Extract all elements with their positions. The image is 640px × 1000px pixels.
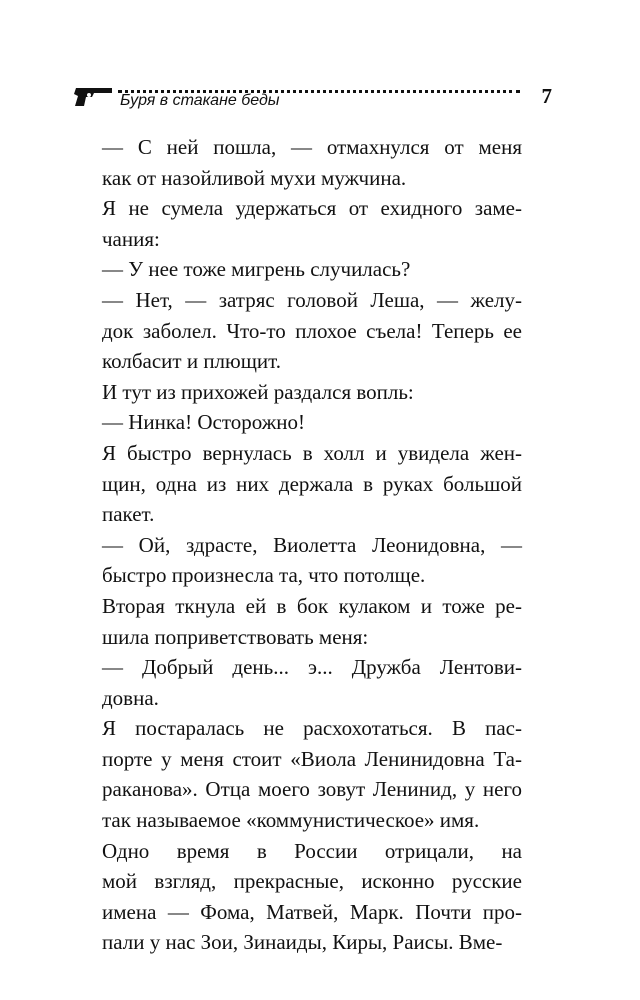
text-line: ракaнова». Отца моего зовут Ленинид, у него [102, 777, 522, 802]
text-line: — Нинка! Осторожно! [102, 410, 305, 435]
text-line: док заболел. Что-то плохое съела! Теперь ее [102, 318, 522, 343]
text-line: быстро произнесла та, что потолще. [102, 563, 426, 588]
paragraph [102, 713, 522, 835]
text-line: пакет. [102, 502, 155, 527]
text-line: щин, одна из них держала в руках большой [102, 471, 522, 496]
text-line: пали у нас Зои, Зинаиды, Киры, Раисы. Вме- [102, 930, 503, 955]
paragraph [102, 132, 522, 193]
revolver-icon [72, 84, 116, 108]
page-header [72, 78, 552, 118]
paragraph [102, 438, 522, 530]
text-line: — С ней пошла, — отмахнулся от меня [102, 135, 522, 159]
text-line: — Нет, — затряс головой Леша, — желу- [102, 287, 522, 312]
text-line: — У нее тоже мигрень случилась? [102, 257, 411, 282]
paragraph [102, 652, 522, 713]
text-line: — Добрый день... э... Дружба Лентови- [102, 655, 522, 680]
text-line: довна. [102, 685, 159, 710]
text-line: колбасит и плющит. [102, 349, 281, 374]
text-line: как от назойливой мухи мужчина. [102, 165, 407, 190]
text-line: шила поприветствовать меня: [102, 624, 369, 649]
text-line: так называемое «коммунистическое» имя. [102, 808, 480, 833]
body-text [102, 132, 522, 958]
text-line: Я быстро вернулась в холл и увидела жен- [102, 440, 522, 465]
running-title: Буря в стакане беды [120, 92, 280, 109]
text-line: Я не сумела удержаться от ехидного заме- [102, 196, 522, 221]
paragraph [102, 377, 522, 408]
paragraph [102, 530, 522, 591]
paragraph [102, 193, 522, 254]
text-line: чания: [102, 226, 160, 251]
text-line: мой взгляд, прекрасные, исконно русские [102, 869, 522, 894]
paragraph [102, 285, 522, 377]
text-line: — Ой, здрасте, Виолетта Леонидовна, — [102, 532, 522, 557]
page-number: 7 [541, 84, 552, 108]
text-line: Одно время в России отрицали, на [102, 838, 522, 863]
paragraph [102, 254, 522, 285]
text-line: Вторая ткнула ей в бок кулаком и тоже ре- [102, 593, 522, 618]
text-line: И тут из прихожей раздался вопль: [102, 379, 414, 404]
text-line: Я постаралась не расхохотаться. В пас- [102, 716, 522, 741]
paragraph [102, 591, 522, 652]
paragraph [102, 836, 522, 958]
text-line: имена — Фома, Матвей, Марк. Почти про- [102, 899, 522, 924]
text-line: порте у меня стоит «Виола Ленинидовна Та- [102, 746, 522, 771]
paragraph [102, 407, 522, 438]
